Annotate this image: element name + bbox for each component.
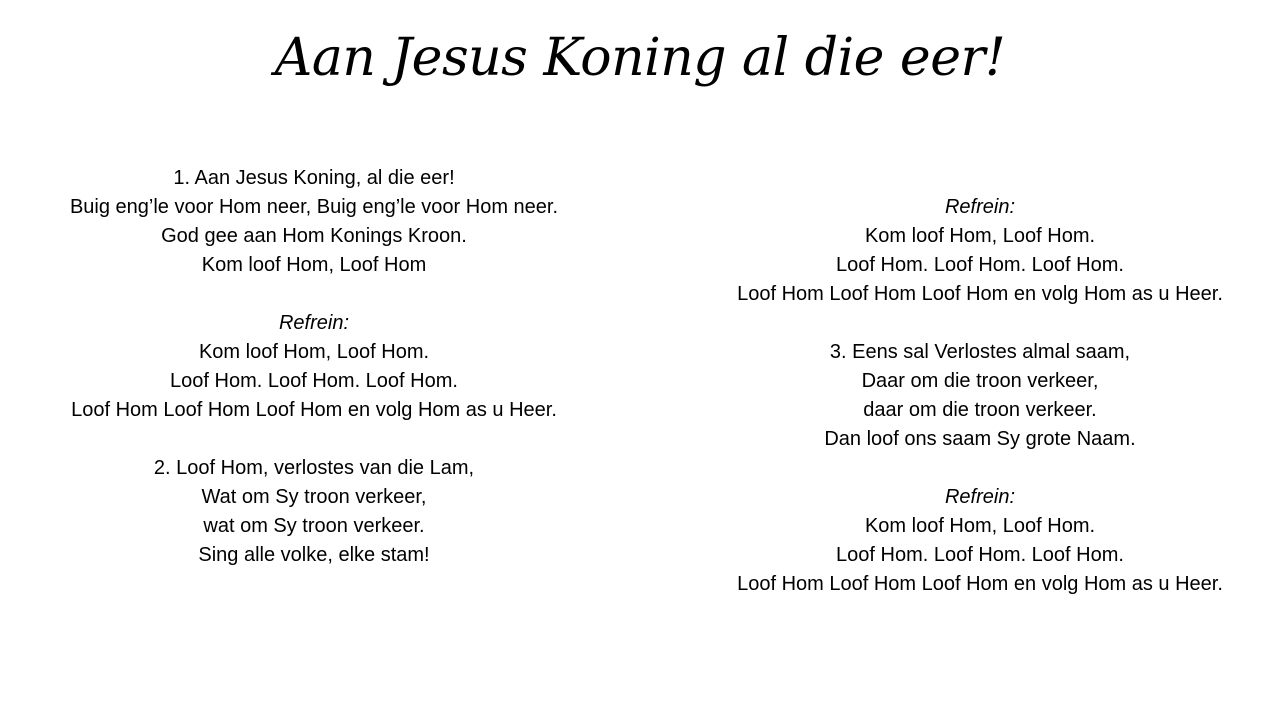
lyric-line: 1. Aan Jesus Koning, al die eer! [173,167,455,189]
lyric-line: Buig eng’le voor Hom neer, Buig eng’le voor Hom neer. [69,196,559,218]
lyric-line: Loof Hom. Loof Hom. Loof Hom. [170,370,458,392]
refrain-label: Refrein: [944,196,1016,218]
lyric-line: Daar om die troon verkeer, [861,370,1099,392]
lyric-line: Kom loof Hom, Loof Hom. [864,225,1096,247]
verse-2 [40,454,588,570]
refrain-label: Refrein: [278,312,350,334]
refrain [40,309,588,425]
lyric-line: Kom loof Hom, Loof Hom. [198,341,430,363]
refrain [692,193,1268,309]
lyric-line: Sing alle volke, elke stam! [198,544,430,566]
lyric-line: Loof Hom Loof Hom Loof Hom en volg Hom as u Heer. [737,283,1223,305]
left-lyrics-column [40,164,588,570]
lyric-line: 3. Eens sal Verlostes almal saam, [829,341,1131,363]
slide-title: Aan Jesus Koning al die eer! [274,28,1006,88]
refrain [692,483,1268,599]
lyric-line: daar om die troon verkeer. [863,399,1097,421]
lyric-line: Dan loof ons saam Sy grote Naam. [824,428,1136,450]
lyric-line: Kom loof Hom, Loof Hom [201,254,427,276]
verse-1 [40,164,588,280]
lyric-line: Wat om Sy troon verkeer, [201,486,427,508]
lyric-line: God gee aan Hom Konings Kroon. [161,225,467,247]
lyric-line: wat om Sy troon verkeer. [203,515,425,537]
stanza-spacer [40,425,588,454]
right-lyrics-column [692,193,1268,599]
lyric-line: Kom loof Hom, Loof Hom. [864,515,1096,537]
verse-3 [692,338,1268,454]
lyric-line: Loof Hom Loof Hom Loof Hom en volg Hom as u Heer. [71,399,557,421]
stanza-spacer [692,309,1268,338]
lyric-line: Loof Hom. Loof Hom. Loof Hom. [836,254,1124,276]
lyric-line: 2. Loof Hom, verlostes van die Lam, [153,457,475,479]
lyric-line: Loof Hom Loof Hom Loof Hom en volg Hom as u Heer. [737,573,1223,595]
refrain-label: Refrein: [944,486,1016,508]
stanza-spacer [40,280,588,309]
lyric-line: Loof Hom. Loof Hom. Loof Hom. [836,544,1124,566]
stanza-spacer [692,454,1268,483]
